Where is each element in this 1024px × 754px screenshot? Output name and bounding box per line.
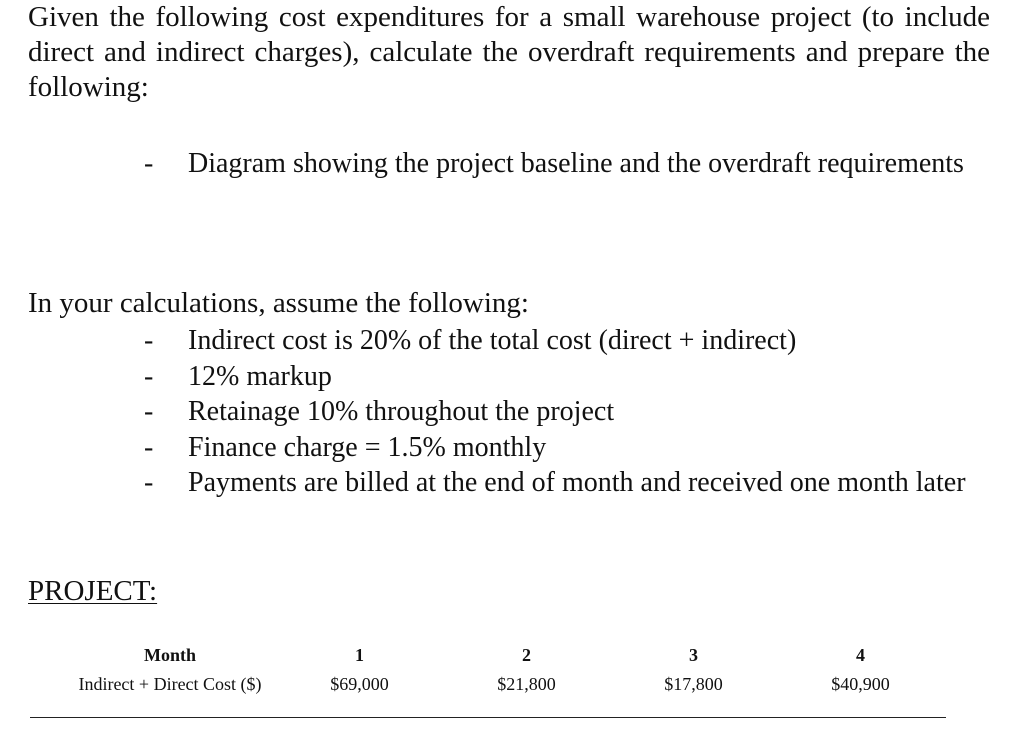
assumption-text: Indirect cost is 20% of the total cost (direct + indirect) — [188, 325, 797, 356]
deliverable-item — [144, 146, 988, 181]
assumption-text: Finance charge = 1.5% monthly — [188, 431, 547, 463]
assumption-text: Retainage 10% throughout the project — [188, 396, 615, 427]
assumptions-heading: In your calculations, assume the following: — [28, 287, 529, 319]
bullet-dash: - — [144, 431, 154, 463]
assumption-item — [144, 394, 988, 430]
bullet-dash: - — [144, 360, 154, 392]
cost-table — [64, 641, 944, 699]
assumption-item — [144, 323, 988, 359]
table-row — [64, 670, 944, 699]
assumption-text: 12% markup — [188, 360, 332, 392]
month-number: 1 — [355, 645, 364, 665]
cost-cell: $69,000 — [330, 674, 389, 694]
assumption-item — [144, 359, 988, 395]
month-number: 3 — [689, 645, 698, 665]
deliverables-list — [144, 146, 988, 181]
month-number: 2 — [522, 645, 531, 665]
bullet-dash: - — [144, 396, 154, 427]
table-bottom-rule — [30, 717, 946, 718]
cost-row-label: Indirect + Direct Cost ($) — [78, 674, 262, 694]
project-heading: PROJECT: — [28, 575, 158, 607]
bullet-dash: - — [144, 467, 154, 498]
cost-cell: $17,800 — [664, 674, 723, 694]
table-header-row — [64, 641, 944, 670]
month-header: Month — [143, 645, 196, 665]
month-number: 4 — [856, 645, 865, 665]
deliverable-text: Diagram showing the project baseline and the overdraft requirements — [188, 148, 964, 179]
problem-intro: Given the following cost expenditures for a small warehouse project (to include direct and indirect charges), calculate the overdraft requirements and prepare the following: — [28, 1, 990, 103]
bullet-dash: - — [144, 325, 154, 356]
assumption-text: Payments are billed at the end of month and received one month later — [188, 467, 966, 498]
cost-cell: $21,800 — [497, 674, 556, 694]
assumption-item — [144, 465, 988, 501]
cost-cell: $40,900 — [831, 674, 890, 694]
bullet-dash: - — [144, 148, 154, 179]
assumption-item — [144, 430, 988, 466]
assumptions-list — [144, 323, 988, 501]
